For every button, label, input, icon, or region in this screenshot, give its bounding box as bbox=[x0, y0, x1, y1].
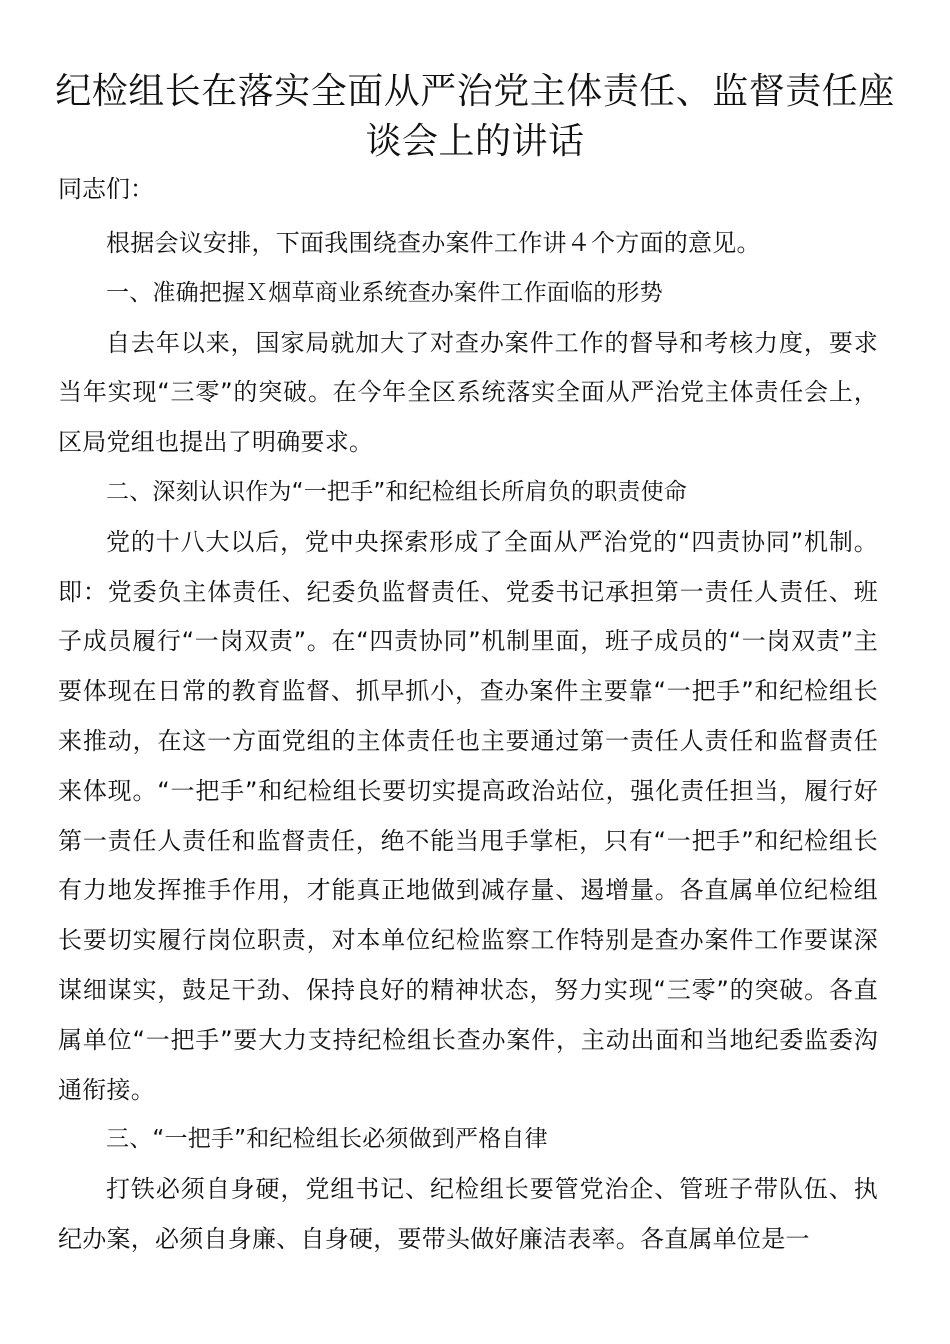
paragraph-intro: 根据会议安排，下面我围绕查办案件工作讲４个方面的意见。 bbox=[106, 229, 761, 257]
paragraph-section-three: 打铁必须自身硬，党组书记、纪检组长要管党治企、管班子带队伍、执纪办案，必须自身廉、自身硬，要带头做好廉洁表率。各直属单位是一 bbox=[58, 1175, 878, 1253]
document-title: 纪检组长在落实全面从严治党主体责任、监督责任座谈会上的讲话 bbox=[55, 71, 895, 162]
section-heading-two: 二、深刻认识作为“一把手”和纪检组长所肩负的职责使命 bbox=[106, 478, 688, 505]
document-body bbox=[58, 219, 878, 1265]
section-heading-one: 一、准确把握Ｘ烟草商业系统查办案件工作面临的形势 bbox=[106, 279, 663, 306]
paragraph-section-one: 自去年以来，国家局就加大了对查办案件工作的督导和考核力度，要求当年实现“三零”的突破。在今年全区系统落实全面从严治党主体责任会上，区局党组也提出了明确要求。 bbox=[58, 328, 878, 457]
paragraph-section-two: 党的十八大以后，党中央探索形成了全面从严治党的“四责协同”机制。即：党委负主体责任、纪委负监督责任、党委书记承担第一责任人责任、班子成员履行“一岗双责”。在“四责协同”机制里面，班子成员的“一岗双责”主要体现在日常的教育监督、抓早抓小，查办案件主要靠“一把手”和纪检组长来推动，在这一方面党组的主体责任也主要通过第一责任人责任和监督责任来体现。“一把手”和纪检组长要切实提高政治站位，强化责任担当，履行好第一责任人责任和监督责任，绝不能当甩手掌柜，只有“一把手”和纪检组长有力地发挥推手作用，才能真正地做到减存量、遏增量。各直属单位纪检组长要切实履行岗位职责，对本单位纪检监察工作特别是查办案件工作要谋深谋细谋实，鼓足干劲、保持良好的精神状态，努力实现“三零”的突破。各直属单位“一把手”要大力支持纪检组长查办案件，主动出面和当地纪委监委沟通衔接。 bbox=[58, 527, 878, 1104]
section-heading-three: 三、“一把手”和纪检组长必须做到严格自律 bbox=[106, 1126, 548, 1153]
salutation: 同志们： bbox=[58, 175, 154, 203]
